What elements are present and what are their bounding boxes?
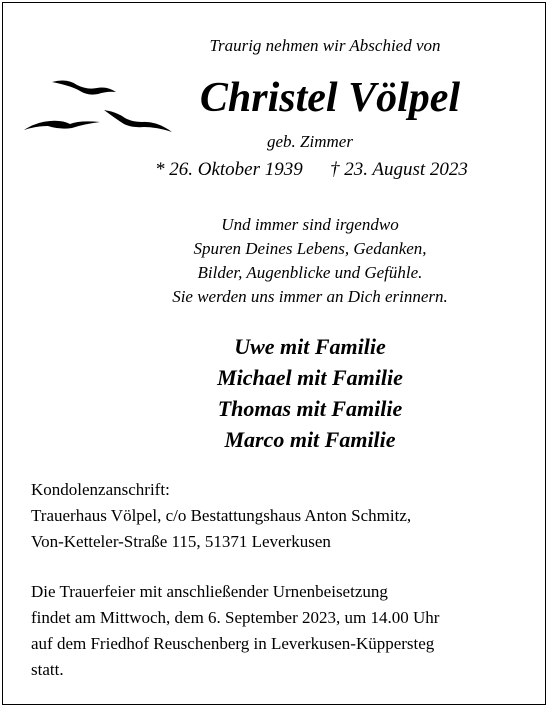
mourner-item: Michael mit Familie: [217, 365, 403, 390]
birth-date: * 26. Oktober 1939: [155, 159, 303, 180]
mourner-item: Uwe mit Familie: [234, 334, 386, 359]
flying-birds-icon: [22, 72, 177, 142]
poem-line: Bilder, Augenblicke und Gefühle.: [197, 263, 423, 282]
mourner-item: Thomas mit Familie: [217, 396, 403, 421]
maiden-name: geb. Zimmer: [267, 132, 353, 151]
mourner-item: Marco mit Familie: [224, 427, 396, 452]
deceased-name: Christel Völpel: [199, 75, 461, 121]
condolence-line: Von-Ketteler-Straße 115, 51371 Leverkusen: [31, 532, 331, 551]
poem-line: Und immer sind irgendwo: [221, 215, 399, 234]
condolence-address: [31, 477, 411, 555]
poem: [120, 213, 500, 309]
poem-line: Spuren Deines Lebens, Gedanken,: [193, 239, 427, 258]
intro-text: Traurig nehmen wir Abschied von: [209, 36, 441, 55]
service-line: findet am Mittwoch, dem 6. September 2023, um 14.00 Uhr: [31, 608, 440, 627]
funeral-service-info: [31, 579, 439, 683]
mourners-list: [120, 331, 500, 455]
condolence-line: Trauerhaus Völpel, c/o Bestattungshaus Anton Schmitz,: [31, 506, 412, 525]
condolence-heading: Kondolenzanschrift:: [31, 480, 170, 499]
death-date: † 23. August 2023: [330, 159, 468, 180]
poem-line: Sie werden uns immer an Dich erinnern.: [172, 287, 448, 306]
service-line: Die Trauerfeier mit anschließender Urnenbeisetzung: [31, 582, 388, 601]
service-line: statt.: [31, 660, 64, 679]
service-line: auf dem Friedhof Reuschenberg in Leverkusen-Küppersteg: [31, 634, 435, 653]
